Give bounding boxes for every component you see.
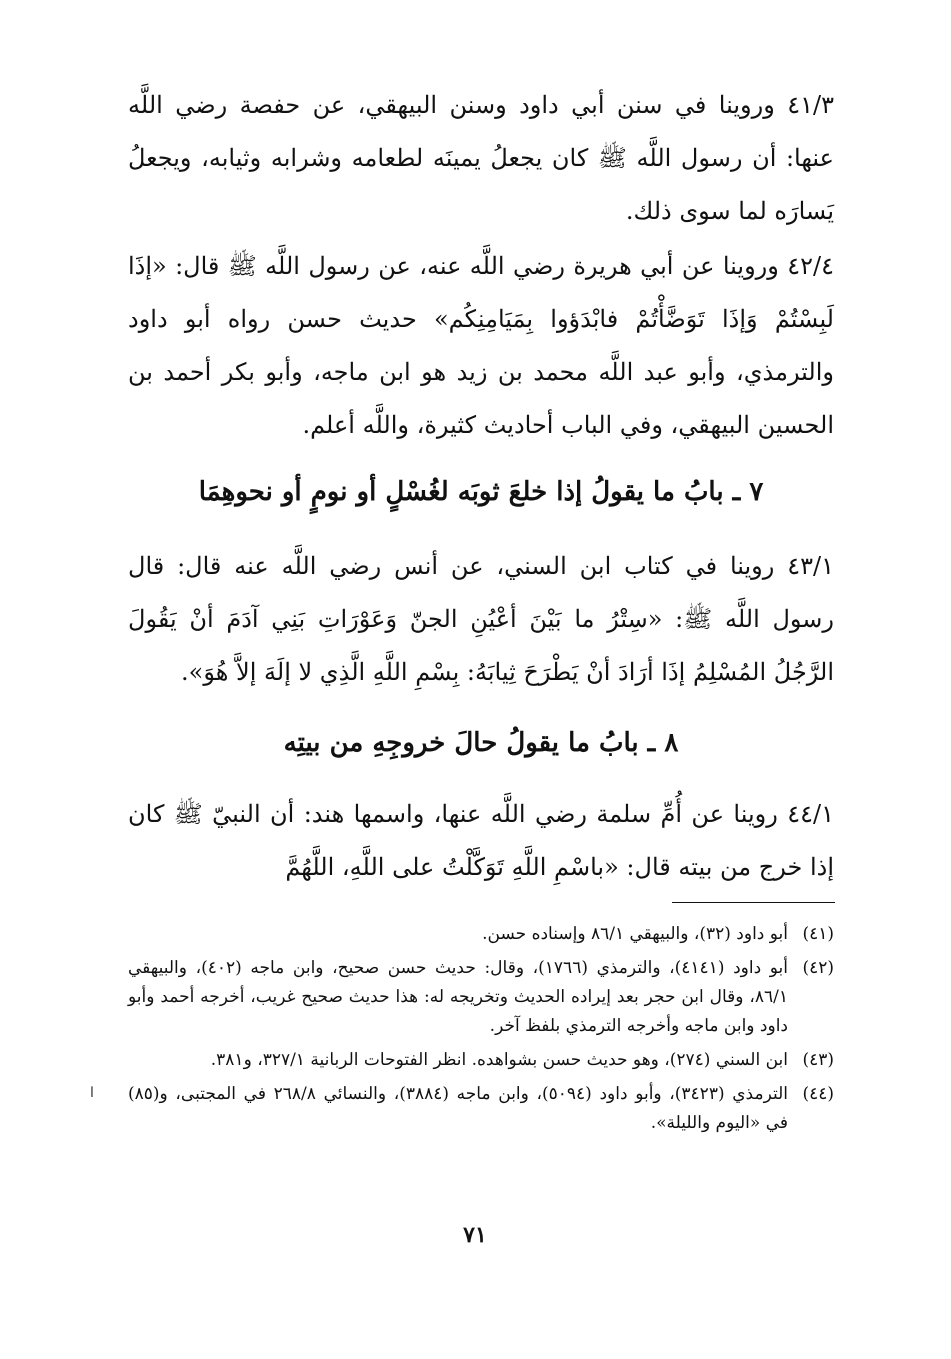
footnote-number: (٤٢): [802, 958, 834, 978]
footnote-text: ابن السني (٢٧٤)، وهو حديث حسن بشواهده. انظر الفتوحات الربانية ٣٢٧/١، و٣٨١.: [210, 1050, 788, 1070]
footnote-42: [128, 954, 834, 1041]
margin-mark: ا: [90, 1085, 94, 1101]
footnote-text: أبو داود (٤١٤١)، والترمذي (١٧٦٦)، وقال: حديث حسن صحيح، وابن ماجه (٤٠٢)، والبيهقي ٨٦/١، وقال ابن حجر بعد إيراده الحديث وتخريجه له: هذا حديث صحيح غريب، أخرجه أحمد وأبو داود وابن ماجه وأخرجه الترمذي بلفظ آخر.: [128, 958, 788, 1036]
footnote-41: [128, 920, 834, 949]
footnote-separator: [672, 902, 835, 903]
footnote-text: أبو داود (٣٢)، والبيهقي ٨٦/١ وإسناده حسن.: [482, 924, 788, 944]
page-number: ٧١: [463, 1222, 487, 1248]
chapter-heading-7: ٧ ـ بابُ ما يقولُ إذا خلعَ ثوبَه لغُسْلٍ أو نومٍ أو نحوهِمَا: [198, 477, 764, 507]
hadith-paragraph-41: ٤١/٣ وروينا في سنن أبي داود وسنن البيهقي، عن حفصة رضي اللَّه عنها: أن رسول اللَّه ﷺ كان يجعلُ يمينَه لطعامه وشرابه وثيابه، ويجعلُ يَسارَه لما سوى ذلك.: [128, 91, 834, 225]
hadith-paragraph-42: ٤٢/٤ وروينا عن أبي هريرة رضي اللَّه عنه، عن رسول اللَّه ﷺ قال: «إذَا لَبِسْتُمْ وَإذَا تَوَضَّأْتُمْ فابْدَؤوا بِمَيَامِنِكُم» حديث حسن رواه أبو داود والترمذي، وأبو عبد اللَّه محمد بن زيد هو ابن ماجه، وأبو بكر أحمد بن الحسين البيهقي، وفي الباب أحاديث كثيرة، واللَّه أعلم.: [128, 252, 834, 439]
footnote-43: [128, 1046, 834, 1075]
hadith-paragraph-43: ٤٣/١ روينا في كتاب ابن السني، عن أنس رضي اللَّه عنه قال: قال رسول اللَّه ﷺ: «سِتْرُ ما بَيْنَ أعْيُنِ الجنّ وَعَوْرَاتِ بَنِي آدَمَ أنْ يَقُولَ الرَّجُلُ المُسْلِمُ إذَا أرَادَ أنْ يَطْرَحَ ثِيابَهُ: بِسْمِ اللَّهِ الَّذِي لا إلَهَ إلاَّ هُوَ».: [128, 552, 834, 686]
footnote-number: (٤٤): [802, 1084, 834, 1104]
footnote-text: الترمذي (٣٤٢٣)، وأبو داود (٥٠٩٤)، وابن ماجه (٣٨٨٤)، والنسائي ٢٦٨/٨ في المجتبى، و(٨٥) في «اليوم والليلة».: [128, 1084, 788, 1133]
chapter-heading-8: ٨ ـ بابُ ما يقولُ حالَ خروجِهِ من بيتِه: [283, 728, 679, 758]
footnote-number: (٤١): [802, 924, 834, 944]
footnote-number: (٤٣): [802, 1050, 834, 1070]
footnote-44: [128, 1080, 834, 1138]
hadith-paragraph-44: ٤٤/١ روينا عن أُمِّ سلمة رضي اللَّه عنها، واسمها هند: أن النبيّ ﷺ كان إذا خرج من بيته قال: «باسْمِ اللَّهِ تَوَكَّلْتُ على اللَّهِ، اللَّهُمَّ: [128, 800, 834, 881]
footnotes: [128, 920, 834, 1143]
